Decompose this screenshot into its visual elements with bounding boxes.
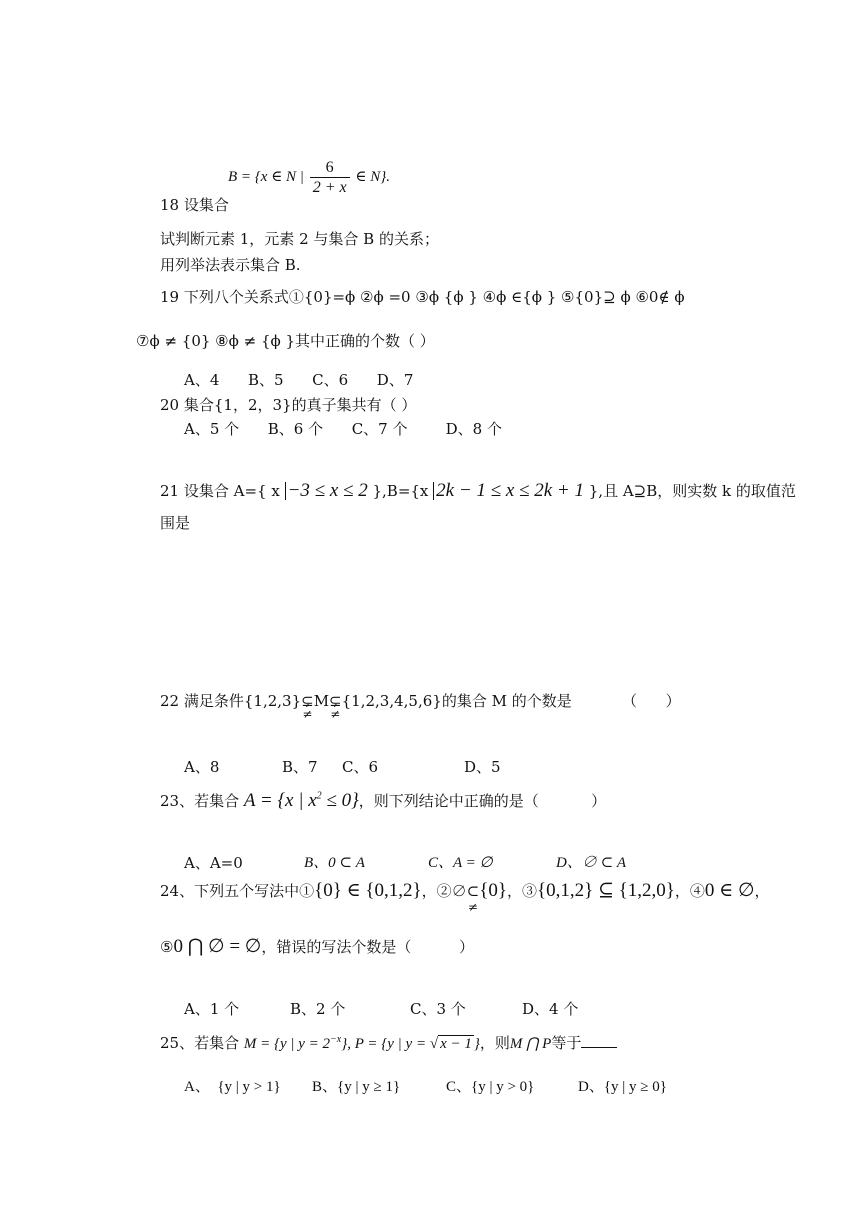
- q18-stem: 18 设集合: [160, 196, 229, 214]
- q18-fraction-numerator: 6: [310, 158, 350, 178]
- q24-circle5: ⑤: [160, 938, 174, 956]
- q24-line2: [160, 936, 474, 959]
- q24-sep4: ，: [754, 882, 770, 900]
- q22-option-d: D、5: [464, 758, 501, 776]
- q25-pre: 25、若集合: [160, 1034, 240, 1052]
- q22-stem: [160, 692, 572, 721]
- q21-set-b: 2k − 1 ≤ x ≤ 2k + 1: [436, 480, 584, 501]
- q18-formula: [228, 158, 390, 197]
- q22-option-a: A、8: [184, 758, 220, 776]
- q24-expr4: 0 ∈ ∅: [704, 880, 755, 901]
- q18-fraction-denominator: 2 + x: [312, 179, 347, 197]
- q19-options: A、4 B、5 C、6 D、7: [184, 371, 414, 389]
- q25-answer-blank[interactable]: [581, 1035, 617, 1048]
- q23-option-c: C、A = ∅: [428, 855, 493, 871]
- q18-line2: 用列举法表示集合 B.: [160, 256, 301, 274]
- q18-formula-right: ∈ N}.: [355, 169, 390, 186]
- q25-option-c: C、{y | y > 0}: [446, 1079, 535, 1095]
- q25-option-b: B、{y | y ≥ 1}: [312, 1079, 401, 1095]
- q21-mid: },B={x: [372, 482, 429, 500]
- q20-stem: 20 集合{1，2，3}的真子集共有（ ）: [160, 396, 417, 414]
- q25-option-d: D、{y | y ≥ 0}: [578, 1079, 667, 1095]
- q25-set-m: M = {y | $y = 2^{-x}$}, P = {y | y = √ x − 1 }: [243, 1034, 480, 1052]
- q19-line2: ⑦ϕ ≠ {0} ⑧ϕ ≠ {ϕ }其中正确的个数（ ）: [136, 332, 435, 350]
- q18-fraction: [310, 158, 350, 197]
- q23-post: ，则下列结论中正确的是（ ）: [358, 792, 607, 810]
- q21-post: },且 A⊇B，则实数 k 的取值范: [588, 482, 796, 500]
- q24-expr2: {0}: [479, 880, 507, 901]
- q21-line2: 围是: [160, 514, 191, 532]
- q24-sep1: ，②∅: [421, 882, 467, 900]
- q22-option-c: C、6: [342, 758, 379, 776]
- q24-pre: 24、下列五个写法中①: [160, 882, 315, 900]
- q24-expr5: 0 ⋂ ∅ = ∅: [173, 936, 262, 957]
- q21-line1: [160, 480, 796, 503]
- q22-subset-symbol-2: ⊊ ≠: [329, 692, 342, 721]
- q25-intersection: M ⋂ P: [509, 1036, 552, 1052]
- q23-option-d: D、∅ ⊂ A: [556, 855, 627, 871]
- q24-option-c: C、3 个: [410, 1000, 466, 1018]
- q22-part3: {1,2,3,4,5,6}的集合 M 的个数是: [341, 692, 572, 710]
- q24-expr3: {0,1,2} ⊆ {1,2,0}: [537, 880, 675, 901]
- q25-option-a: A、 {y | y > 1}: [184, 1079, 281, 1095]
- q24-option-b: B、2 个: [290, 1000, 346, 1018]
- q22-part1: 22 满足条件{1,2,3}: [160, 692, 302, 710]
- q22-option-b: B、7: [282, 758, 318, 776]
- q24-question: ，错误的写法个数是（ ）: [261, 938, 475, 956]
- q23-stem: [160, 790, 606, 813]
- q21-set-a: −3 ≤ x ≤ 2: [287, 480, 368, 501]
- q22-subset-symbol-1: ⊊ ≠: [301, 692, 314, 721]
- q25-equals: 等于: [551, 1034, 582, 1052]
- q21-pre: 21 设集合 A={ x: [160, 482, 280, 500]
- q22-part2: M: [313, 692, 330, 710]
- q23-pre: 23、若集合: [160, 792, 240, 810]
- q23-option-a: A、A=0: [184, 854, 243, 872]
- q24-sep3: ，④: [674, 882, 705, 900]
- q24-line1: [160, 880, 770, 914]
- q22-paren: （ ）: [622, 692, 681, 710]
- q18-formula-left: B = {x ∈ N |: [228, 169, 304, 186]
- q18-line1: 试判断元素 1，元素 2 与集合 B 的关系；: [160, 230, 439, 248]
- q24-sep2: ，③: [506, 882, 537, 900]
- q24-option-d: D、4 个: [522, 1000, 579, 1018]
- q19-line1: 19 下列八个关系式①{0}=ϕ ②ϕ =0 ③ϕ {ϕ } ④ϕ ∈{ϕ } ⑤{0}⊇ ϕ ⑥0∉ ϕ: [160, 288, 685, 306]
- q20-options: A、5 个 B、6 个 C、7 个 D、8 个: [184, 420, 502, 438]
- q24-proper-subset-symbol: ⊂ ≠: [466, 882, 480, 914]
- q25-then: ，则: [479, 1034, 510, 1052]
- q23-option-b: B、0 ⊂ A: [304, 855, 365, 871]
- q24-expr1: {0} ∈ {0,1,2}: [314, 880, 422, 901]
- q24-option-a: A、1 个: [184, 1000, 240, 1018]
- q25-stem: [160, 1034, 617, 1053]
- q23-set: A = {x | $x^2 \le 0$}: [243, 790, 359, 811]
